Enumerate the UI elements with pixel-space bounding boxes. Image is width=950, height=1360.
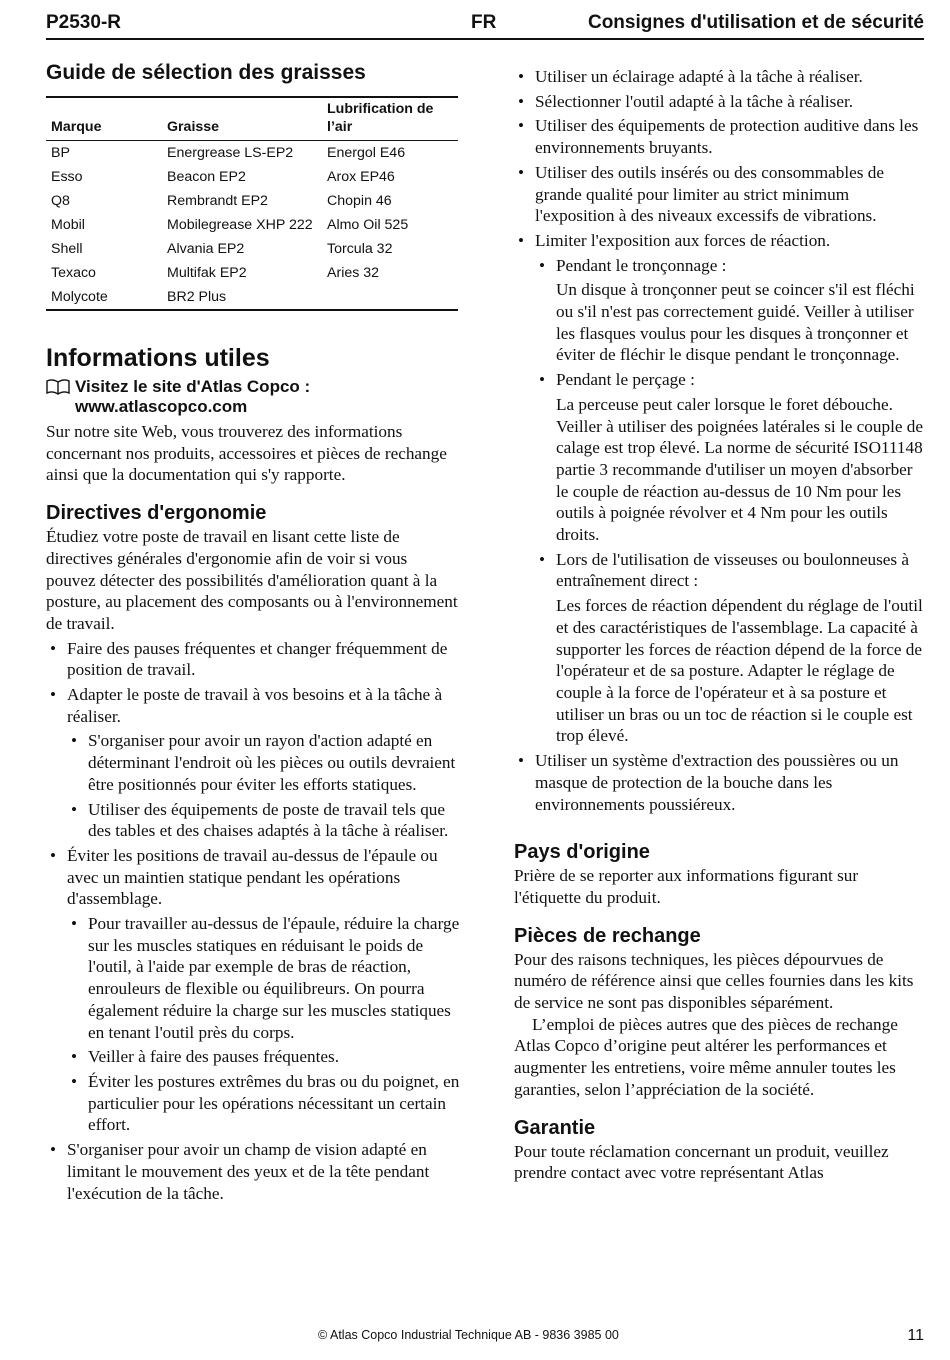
list-item: • Éviter les positions de travail au-dessus de l'épaule ou avec un maintien statique pendant les opérations d'assemblage. • Pour travailler au-dessus de l'épaule, réduire la charge sur les muscles statiques en réduisant le poids de l'outil, à l'aide par exemple de bras de réaction, enrouleurs de flexible ou équilibreurs. On pourra également réduire la charge sur les muscles statiques en tenant l'outil près du corps. • Veiller à faire des pauses fréquentes. • Éviter les postures extrêmes du bras ou du poignet, en particulier pour les opérations nécessitant un certain effort. [46,845,460,1136]
grease-guide-title: Guide de sélection des graisses [46,61,366,84]
ergonomics-list [46,638,460,1205]
cell-air-lube: Chopin 46 [327,193,392,209]
cutting-text: Un disque à tronçonner peut se coincer s'il est fléchi ou s'il n'est pas correctement guidé. Veiller à utiliser les flasques voulus pour les disques à tronçonner et éviter de fléchir le disque pendant le tronçonnage. [556,280,915,365]
info-text: Sur notre site Web, vous trouverez des informations concernant nos produits, accessoires et pièces de rechange ainsi que la documentation qui s'y rapporte. [46,422,447,485]
column-header: Graisse [167,119,220,135]
ergonomics-intro: Étudiez votre poste de travail en lisant cette liste de directives générales d'ergonomie afin de voir si vous pouvez détecter des possibilités d'amélioration quant à la posture, au placement des composants ou à l'environnement de travail. [46,527,458,633]
left-column [46,60,460,1204]
list-item: • Pendant le perçage : La perceuse peut caler lorsque le foret débouche. Veiller à utiliser des poignées latérales si le couple de calage est trop élevé. La norme de sécurité ISO11148 partie 3 recommande d'utiliser un moyen d'absorber le couple de réaction au-dessus de 10 Nm pour les outils à poignée révolver et 4 Nm pour les outils droits. [535,369,926,546]
warranty-title: Garantie [514,1116,596,1139]
page-footer [46,1328,924,1348]
origin-title: Pays d'origine [514,841,650,864]
website-link[interactable]: www.atlascopco.com [75,397,248,416]
cell-air-lube: Energol E46 [327,145,406,161]
cell-air-lube: Almo Oil 525 [327,217,409,233]
page-number: 11 [907,1327,924,1344]
cell-grease: Mobilegrease XHP 222 [167,217,313,233]
screwdriver-text: Les forces de réaction dépendent du réglage de l'outil et des caractéristiques de l'assemblage. La capacité à supporter les forces de réaction dépend de la force de l'opérateur et de sa posture. Adapter le réglage de couple à la force de l'opérateur et à sa posture et utiliser un bras ou un toc de réaction si le couple est trop élevé. [556,596,923,746]
cell-grease: Rembrandt EP2 [167,193,268,209]
visit-website [46,377,460,417]
list-item: • S'organiser pour avoir un rayon d'action adapté en déterminant l'endroit où les pièces ou outils devraient être positionnés pour éviter les efforts statiques. [67,730,460,795]
cell-grease: Alvania EP2 [167,241,245,257]
spares-text-2: L’emploi de pièces autres que des pièces de rechange Atlas Copco d’origine peut altérer les performances et augmenter les entretiens, voire même annuler toutes les garanties, selon l’appréciation de la société. [514,1014,898,1099]
table-row [46,165,458,189]
column-header: Lubrification de l’air [327,101,434,135]
cell-grease: BR2 Plus [167,289,227,305]
list-item: • Adapter le poste de travail à vos besoins et à la tâche à réaliser. • S'organiser pour avoir un rayon d'action adapté en déterminant l'endroit où les pièces ou outils devraient être positionnés pour éviter les efforts statiques. • Utiliser des équipements de poste de travail tels que des tables et des chaises adaptés à la tâche à réaliser. [46,684,460,842]
table-row [46,213,458,237]
list-item: • Sélectionner l'outil adapté à la tâche à réaliser. [514,91,926,113]
cell-brand: BP [51,145,70,161]
origin-text: Prière de se reporter aux informations figurant sur l'étiquette du produit. [514,866,859,907]
table-row [46,237,458,261]
drilling-text: La perceuse peut caler lorsque le foret débouche. Veiller à utiliser des poignées latérales si le couple de calage est trop élevé. La norme de sécurité ISO11148 partie 3 recommande d'utiliser un moyen d'absorber le couple de réaction au-dessus de 10 Nm pour les outils à poignée révolver et 4 Nm pour les outils droits. [556,394,924,545]
copyright: © Atlas Copco Industrial Technique AB - 9836 3985 00 [318,1328,619,1342]
list-item: • Pendant le tronçonnage : Un disque à tronçonner peut se coincer s'il est fléchi ou s'il n'est pas correctement guidé. Veiller à utiliser les flasques voulus pour les disques à tronçonner et éviter de fléchir le disque pendant le tronçonnage. [535,255,926,367]
info-title: Informations utiles [46,344,270,372]
cell-brand: Shell [51,241,83,257]
list-item: • Faire des pauses fréquentes et changer fréquemment de position de travail. [46,638,460,681]
list-item: • Utiliser des équipements de poste de travail tels que des tables et des chaises adaptés à la tâche à réaliser. [67,799,460,842]
list-item: • Veiller à faire des pauses fréquentes. [67,1046,460,1068]
cell-grease: Energrease LS-EP2 [167,145,294,161]
visit-text: Visitez le site d'Atlas Copco : [75,377,311,396]
table-row [46,261,458,285]
cell-brand: Esso [51,169,83,185]
list-item: • Utiliser des équipements de protection auditive dans les environnements bruyants. [514,115,926,158]
model-number: P2530-R [46,12,121,33]
spares-title: Pièces de rechange [514,924,701,947]
ergonomics-title: Directives d'ergonomie [46,502,267,525]
list-item: • Lors de l'utilisation de visseuses ou boulonneuses à entraînement direct : Les forces de réaction dépendent du réglage de l'outil et des caractéristiques de l'assemblage. La capacité à supporter les forces de réaction dépend de la force de l'opérateur et de sa posture. Adapter le réglage de couple à la force de l'opérateur et à sa posture et utiliser un bras ou un toc de réaction si le couple est trop élevé. [535,549,926,747]
cell-air-lube: Aries 32 [327,265,380,281]
list-item: • Utiliser un éclairage adapté à la tâche à réaliser. [514,66,926,88]
cell-air-lube: Arox EP46 [327,169,395,185]
cell-brand: Q8 [51,193,70,209]
header-title: Consignes d'utilisation et de sécurité [587,12,924,33]
list-item: • Utiliser un système d'extraction des poussières ou un masque de protection de la bouche dans les environnements poussiéreux. [514,750,926,815]
book-icon [46,379,70,395]
list-item: • S'organiser pour avoir un champ de vision adapté en limitant le mouvement des yeux et de la tête pendant l'exécution de la tâche. [46,1139,460,1204]
right-column [514,66,926,1184]
warranty-text: Pour toute réclamation concernant un produit, veuillez prendre contact avec votre représentant Atlas [514,1141,889,1183]
table-row [46,285,458,310]
cell-grease: Beacon EP2 [167,169,246,185]
cell-brand: Mobil [51,217,85,233]
spares-text: Pour des raisons techniques, les pièces dépourvues de numéro de référence ainsi que celles fournies dans les kits de service ne sont pas disponibles séparément. [514,949,914,1013]
column-header: Marque [51,119,102,135]
table-header-row [46,97,458,141]
grease-table [46,96,458,311]
cell-air-lube [322,285,458,310]
list-item: • Pour travailler au-dessus de l'épaule, réduire la charge sur les muscles statiques en réduisant le poids de l'outil, à l'aide par exemple de bras de réaction, enrouleurs de flexible ou équilibreurs. On pourra également réduire la charge sur les muscles statiques en tenant l'outil près du corps. [67,913,460,1043]
cell-brand: Texaco [51,265,96,281]
list-item: • Utiliser des outils insérés ou des consommables de grande qualité pour limiter au strict minimum l'exposition à des niveaux excessifs de vibrations. [514,162,926,227]
cell-air-lube: Torcula 32 [327,241,393,257]
language-code: FR [471,12,497,33]
table-row [46,141,458,166]
page-header [46,10,924,40]
ergonomics-list-continued [514,66,926,815]
cell-grease: Multifak EP2 [167,265,247,281]
table-row [46,189,458,213]
list-item: • Limiter l'exposition aux forces de réaction. • Pendant le tronçonnage : Un disque à tronçonner peut se coincer s'il est fléchi ou s'il n'est pas correctement guidé. Veiller à utiliser les flasques voulus pour les disques à tronçonner et éviter de fléchir le disque pendant le tronçonnage. • Pendant le perçage : La perceuse peut caler lorsque le foret débouche. Veiller à utiliser des poignées latérales si le couple de calage est trop élevé. La norme de sécurité ISO11148 partie 3 recommande d'utiliser un moyen d'absorber le couple de réaction au-dessus de 10 Nm pour les outils à poignée révolver et 4 Nm pour les outils droits. • Lors de l'utilisation de visseuses ou boulonneuses à entraînement direct : Les forces de réaction dépendent du réglage de l'outil et des caractéristiques de l'assemblage. La capacité à supporter les forces de réaction dépend de la force de l'opérateur et de sa posture. Adapter le réglage de couple à la force de l'opérateur et à sa posture et utiliser un bras ou un toc de réaction si le couple est trop élevé. [514,230,926,747]
cell-brand: Molycote [51,289,108,305]
list-item: • Éviter les postures extrêmes du bras ou du poignet, en particulier pour les opérations nécessitant un certain effort. [67,1071,460,1136]
